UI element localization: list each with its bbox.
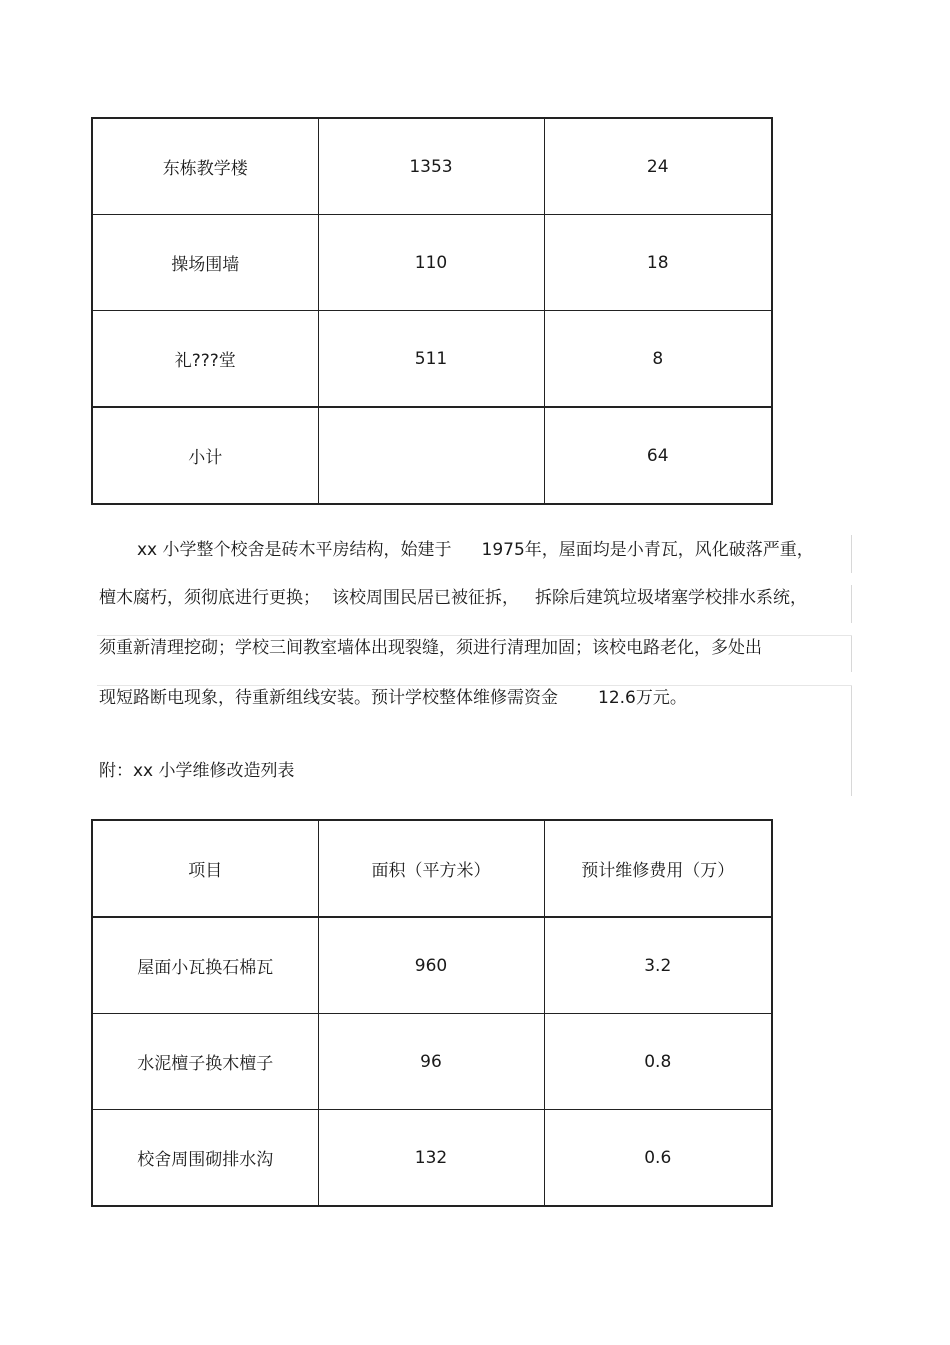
margin-line <box>851 636 852 672</box>
area-cell: 132 <box>318 1110 544 1207</box>
item-name-cell: 礼???堂 <box>92 311 318 408</box>
text-segment: 12.6万元。 <box>598 688 687 708</box>
cost-cell: 24 <box>544 118 772 215</box>
subtotal-area-cell <box>318 407 544 504</box>
text-segment: 须重新清理挖砌；学校三间教室墙体出现裂缝，须进行清理加固；该校电路老化，多处出 <box>99 638 762 658</box>
column-header-cost: 预计维修费用（万） <box>544 820 772 917</box>
paragraph-line-4 <box>99 686 687 710</box>
table-row <box>92 1014 772 1110</box>
table-row <box>92 917 772 1014</box>
renovation-list-table <box>91 819 773 1207</box>
subtotal-label-cell: 小计 <box>92 407 318 504</box>
cost-cell: 18 <box>544 215 772 311</box>
renovation-table-continued <box>91 117 773 505</box>
table-row <box>92 118 772 215</box>
text-segment: 檀木腐朽，须彻底进行更换； <box>99 588 320 608</box>
area-cell: 1353 <box>318 118 544 215</box>
area-cell: 511 <box>318 311 544 408</box>
item-name-cell: 操场围墙 <box>92 215 318 311</box>
item-name-cell: 东栋教学楼 <box>92 118 318 215</box>
margin-line <box>851 585 852 623</box>
area-cell: 110 <box>318 215 544 311</box>
text-segment: 该校周围民居已被征拆， <box>332 588 519 608</box>
table-row <box>92 1110 772 1207</box>
item-name-cell: 屋面小瓦换石棉瓦 <box>92 917 318 1014</box>
area-cell: 960 <box>318 917 544 1014</box>
item-name-cell: 校舍周围砌排水沟 <box>92 1110 318 1207</box>
column-header-area: 面积（平方米） <box>318 820 544 917</box>
area-cell: 96 <box>318 1014 544 1110</box>
text-segment: 拆除后建筑垃圾堵塞学校排水系统， <box>535 588 807 608</box>
table-header-row <box>92 820 772 917</box>
cost-cell: 3.2 <box>544 917 772 1014</box>
text-segment: xx 小学整个校舍是砖木平房结构，始建于 <box>137 540 452 560</box>
paragraph-line-2 <box>99 586 807 610</box>
text-segment: 1975年，屋面均是小青瓦，风化破落严重， <box>481 540 814 560</box>
cost-cell: 0.6 <box>544 1110 772 1207</box>
margin-line <box>851 686 852 796</box>
subtotal-cost-cell: 64 <box>544 407 772 504</box>
table-row <box>92 215 772 311</box>
cost-cell: 0.8 <box>544 1014 772 1110</box>
appendix-title: 附：xx 小学维修改造列表 <box>99 761 295 781</box>
table-row <box>92 311 772 408</box>
item-name-cell: 水泥檀子换木檀子 <box>92 1014 318 1110</box>
text-segment: 现短路断电现象，待重新组线安装。预计学校整体维修需资金 <box>99 688 558 708</box>
paragraph-line-3 <box>99 636 762 660</box>
margin-line <box>851 535 852 573</box>
column-header-item: 项目 <box>92 820 318 917</box>
cost-cell: 8 <box>544 311 772 408</box>
paragraph-line-1 <box>137 538 814 562</box>
subtotal-row <box>92 407 772 504</box>
